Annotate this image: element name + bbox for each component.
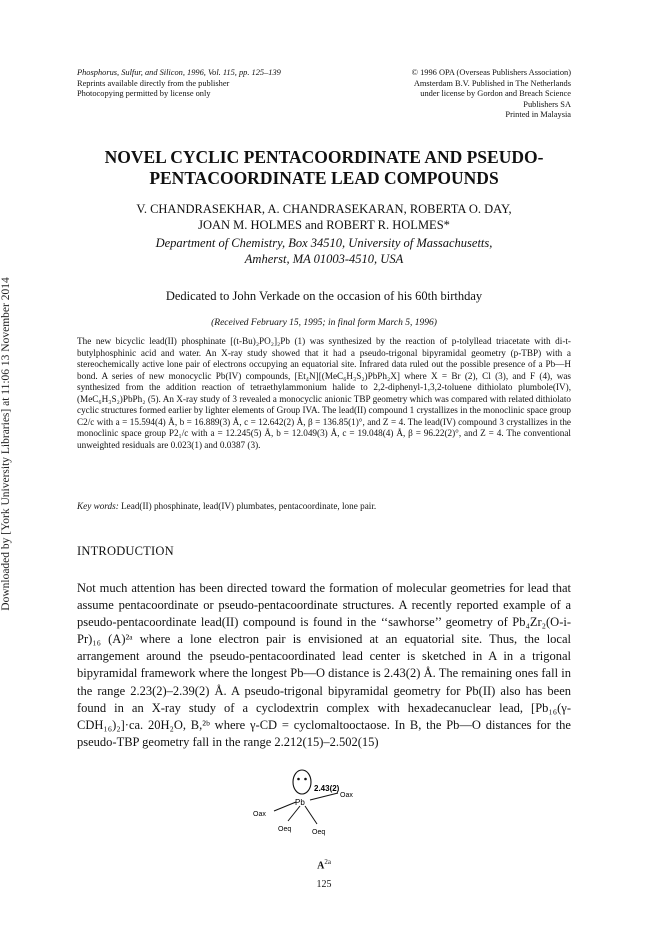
copyright-line: Amsterdam B.V. Published in The Netherlands (413, 78, 571, 88)
author-list (50, 201, 598, 233)
atom-oeq-left: Oeq (278, 826, 292, 833)
paper-title (50, 147, 598, 189)
atom-pb: Pb (295, 798, 305, 807)
figure-label-ref: 2a (324, 858, 331, 866)
keywords-text: Lead(II) phosphinate, lead(IV) plumbates, pentacoordinate, lone pair. (121, 501, 377, 511)
title-line: PENTACOORDINATE LEAD COMPOUNDS (149, 168, 499, 188)
figure-label (0, 858, 648, 871)
title-line: NOVEL CYCLIC PENTACOORDINATE AND PSEUDO- (104, 147, 544, 167)
atom-oeq-right: Oeq (312, 829, 326, 836)
affiliation-line: Amherst, MA 01003-4510, USA (244, 252, 404, 266)
section-heading: INTRODUCTION (77, 544, 174, 558)
keywords (77, 501, 571, 513)
page-number: 125 (316, 879, 332, 890)
bond-pb-oeq-right (305, 806, 317, 824)
copyright-notice (343, 68, 571, 121)
introduction-paragraph: Not much attention has been directed toward the formation of molecular geometries for lead that assume pentacoordinate or pseudo-pentacoordinate structures. A recently reported example of a pseudo-pentacoordinate lead(II) compound is found in the ‘‘sawhorse’’ geometry of Pb₄Zr₂(O-i-Pr)₁₆ (A)²ᵃ where a lone electron pair is envisioned at an equatorial site. Thus, the local arrangement around the pseudo-pentacoordinated lead center is sketched in A in a trigonal bipyramidal framework where the longest Pb—O distance is 2.43(2) Å. The remaining ones fall in the range 2.23(2)–2.39(2) Å. A pseudo-trigonal bipyramidal geometry for Pb(II) also has been found in an X-ray study of a cyclodextrin complex with hexadecanuclear lead, [Pb₁₆(γ-CDH₁₆)₂]·ca. 20H₂O, B,²ᵇ where γ-CD = cyclomaltooctaose. In B, the Pb—O distances for the pseudo-TBP geometry fall in the range 2.212(15)–2.502(15) (77, 581, 571, 749)
download-watermark: Downloaded by [York University Libraries] at 11:06 13 November 2014 (0, 277, 12, 611)
abstract: The new bicyclic lead(II) phosphinate [(t-Bu)₂PO₂]₂Pb (1) was synthesized by the reaction of p-tolyllead triacetate with di-t-butylphosphinic acid and water. An X-ray study showed that it had a pseudo-trigonal bipyramidal geometry (p-TBP) with a stereochemically active lone pair of electrons occupying an equatorial site. Infrared data ruled out the possible presence of a Pb—H bond. A series of new monocyclic Pb(IV) compounds, [Et₄N][(MeC₆H₃S₂)PbPh₂X] where X = Br (2), Cl (3), and F (4), was synthesized from the addition reaction of tetraethylammonium halide to 2,2-diphenyl-1,3,2-toluene dithiolato plumbole(IV), (MeC₆H₃S₂)PbPh₂ (5). An X-ray study of 3 revealed a monocyclic anionic TBP geometry which was compared with related dithiolato cyclic structures formed earlier by lighter elements of Group IVA. The lead(II) compound 1 crystallizes in the monoclinic space group C2/c with a = 15.594(4) Å, b = 16.889(3) Å, c = 12.642(2) Å, β = 136.85(1)°, and Z = 4. The lead(IV) compound 3 crystallizes in the monoclinic space group P2₁/c with a = 12.245(5) Å, b = 12.049(3) Å, c = 19.048(4) Å, β = 96.22(2)°, and Z = 4. The conventional unweighted residuals are 0.023(1) and 0.0387 (3). (77, 336, 571, 450)
citation-line: Phosphorus, Sulfur, and Silicon, 1996, Vol. 115, pp. 125–139 (77, 68, 281, 77)
lone-pair-dot (297, 778, 300, 781)
citation-line: Reprints available directly from the publisher (77, 78, 230, 88)
bond-pb-oeq-left (288, 806, 300, 821)
dedication: Dedicated to John Verkade on the occasion of his 60th birthday (165, 289, 483, 303)
copyright-line: under license by Gordon and Breach Science (420, 89, 571, 99)
journal-citation (77, 68, 367, 100)
received-dates: (Received February 15, 1995; in final form March 5, 1996) (211, 318, 437, 328)
bond-pb-oax-right (310, 793, 338, 800)
copyright-line: Printed in Malaysia (505, 110, 571, 120)
figure-label-letter: A (317, 860, 325, 872)
affiliation (50, 235, 598, 267)
lone-pair-lobe (293, 770, 311, 794)
bond-length-label: 2.43(2) (314, 784, 340, 793)
keywords-label: Key words: (77, 501, 119, 511)
author-line: V. CHANDRASEKHAR, A. CHANDRASEKARAN, ROBERTA O. DAY, (136, 202, 512, 216)
atom-oax-left: Oax (253, 811, 266, 818)
affiliation-line: Department of Chemistry, Box 34510, University of Massachusetts, (155, 236, 493, 250)
lone-pair-dot (304, 778, 307, 781)
citation-line: Photocopying permitted by license only (77, 89, 211, 99)
copyright-line: Publishers SA (523, 99, 571, 109)
bond-pb-oax-left (274, 802, 296, 811)
copyright-line: © 1996 OPA (Overseas Publishers Association) (411, 68, 571, 77)
author-line: JOAN M. HOLMES and ROBERT R. HOLMES* (198, 218, 450, 232)
atom-oax-right: Oax (340, 792, 353, 799)
